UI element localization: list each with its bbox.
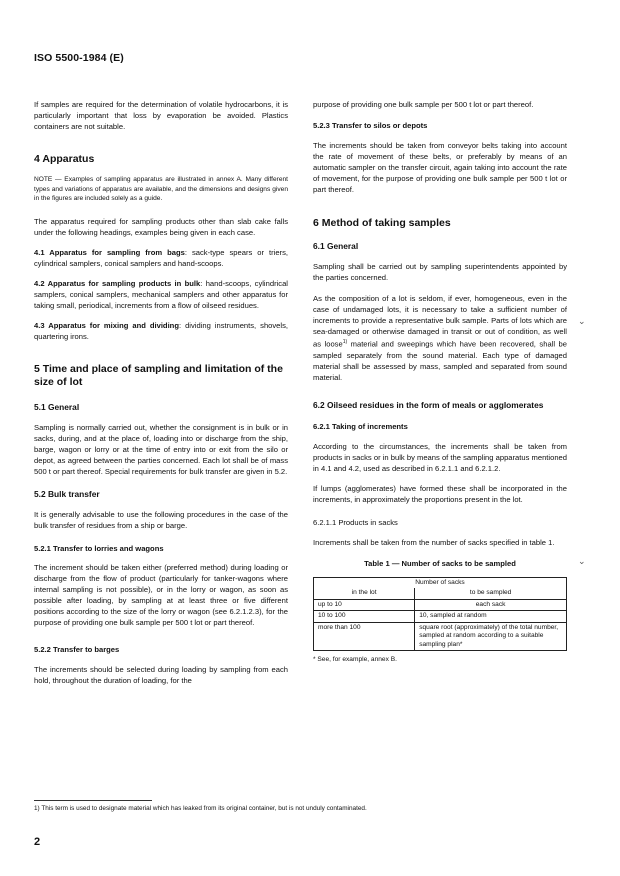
footnote: 1) This term is used to designate material which has leaked from its original container, but is not unduly contaminated. [34,805,367,812]
table-col-header-lot: in the lot [314,588,415,599]
right-column [313,99,567,665]
table-row [314,611,567,623]
section-6-2-1-text-1: According to the circumstances, the increments shall be taken from products in sacks or in bulk by means of the sampling apparatus mentioned in 4.1 and 4.2, used as described in 6.2.1.1 and 6.2.1.2. [313,441,567,473]
section-6-2-title: 6.2 Oilseed residues in the form of meals or agglomerates [313,399,544,410]
intro-paragraph: If samples are required for the determination of volatile hydrocarbons, it is particularly important that loss by evaporation be avoided. Plastics containers are not suitable. [34,100,288,131]
section-5-2-2-text: The increments should be selected during loading by sampling from each hold, throughout the duration of loading, for the [34,664,288,685]
section-4-2 [34,278,288,311]
section-4-1-head: 4.1 Apparatus for sampling from bags [34,247,185,257]
section-6-title: 6 Method of taking samples [313,217,451,229]
left-column [34,99,288,686]
section-4-1-text: : sack-type spears or triers, cylindrical samplers, conical samplers and hand-scoops. [34,247,288,268]
table-group-header: Number of sacks [314,577,567,588]
margin-mark-icon: ⌄ [578,316,586,326]
table-cell-lot: 10 to 100 [314,611,415,623]
section-5-2-1-title: 5.2.1 Transfer to lorries and wagons [34,543,164,553]
table-col-header-sampled: to be sampled [415,588,567,599]
table-1 [313,577,567,652]
section-5-1-title: 5.1 General [34,401,80,412]
table-cell-sampled: each sack [415,599,567,611]
section-4-1 [34,247,288,269]
table-cell-lot: more than 100 [314,622,415,651]
section-6-1-text-2b: material and sweepings which have been recovered, shall be sampled separately from the sound material. Each type of damaged material shall be assessed by mass, sampled and separated from sound material. [313,339,567,382]
table-cell-sampled: 10, sampled at random [415,611,567,623]
section-4-3-text: : dividing instruments, shovels, quartering irons. [34,320,288,341]
section-5-title: 5 Time and place of sampling and limitation of the size of lot [34,362,283,388]
section-6-1-text-2 [313,293,567,383]
section-5-2-2-title: 5.2.2 Transfer to barges [34,644,120,654]
document-header: ISO 5500-1984 (E) [34,52,124,64]
section-6-2-1-text-2: If lumps (agglomerates) have formed these shall be incorporated in the increments, in approximately the proportions present in the lot. [313,483,567,504]
section-5-1-text: Sampling is normally carried out, whether the consignment is in bulk or in sacks, during, and at the place of, loading into or discharge from the ship, barge, wagon or lorry or at the time of entry into or exit from the silo or depot, as agreed between the parties concerned. Each lot shall be of mass 500 t or part thereof. Special requirements for bulk transfer are given in 5.2. [34,422,288,476]
section-4-2-head: 4.2 Apparatus for sampling products in bulk [34,278,201,288]
section-5-2-1-text: The increment should be taken either (preferred method) during loading or discharge from the flow of product (particularly for tanker-wagons where internal sampling is not possible), or in the lorry or wagon, as soon as possible after loading, by sampling at at least three or five different positions according to the size of the lorry or wagon (see 6.2.1.2.3), for the purpose of providing one bulk sample per 500 t lot or part thereof. [34,562,288,627]
margin-mark-icon: ⌄ [578,556,586,566]
section-4-note: NOTE — Examples of sampling apparatus are illustrated in annex A. Many different types and variations of apparatus are available, and the dimensions and designs given in the figures are included solely as a guide. [34,176,288,202]
table-1-note: * See, for example, annex B. [313,656,397,664]
page-number: 2 [34,836,41,848]
section-4-text: The apparatus required for sampling products other than slab cake falls under the following headings, examples being given in each case. [34,216,288,237]
table-cell-sampled: square root (approximately) of the total number, sampled at random according to a suitable sampling plan* [415,622,567,651]
section-5-2-text: It is generally advisable to use the following procedures in the case of the bulk transfer of residues from a ship or barge. [34,509,288,530]
section-6-2-1-title: 6.2.1 Taking of increments [313,421,408,431]
section-4-2-text: : hand-scoops, cylindrical samplers, conical samplers, mechanical samplers and other apparatus for taking small, periodical, increments from a flow of oilseed residues. [34,278,288,310]
table-row [314,622,567,651]
section-4-title: 4 Apparatus [34,153,95,165]
section-6-2-1-1-title: 6.2.1.1 Products in sacks [313,517,398,527]
section-6-1-text-2a: As the composition of a lot is seldom, if ever, homogeneous, even in the case of undamaged lots, it is necessary to take a sufficient number of increments to provide a representative bulk sample. Parts of lots which are sea-damaged or otherwise damaged in transit or out of condition, as well as loose [313,294,567,349]
table-row [314,599,567,611]
section-4-3 [34,320,288,342]
section-6-1-title: 6.1 General [313,241,359,251]
table-1-caption: Table 1 — Number of sacks to be sampled [364,558,516,568]
table-cell-lot: up to 10 [314,599,415,611]
section-6-2-1-1-text: Increments shall be taken from the number of sacks specified in table 1. [313,537,555,547]
footnote-ref: 1) [342,339,348,345]
section-4-3-head: 4.3 Apparatus for mixing and dividing [34,320,179,330]
section-6-1-text-1: Sampling shall be carried out by sampling superintendents appointed by the parties concerned. [313,262,567,282]
section-5-2-3-title: 5.2.3 Transfer to silos or depots [313,121,428,130]
section-5-2-3-text: The increments should be taken from conveyor belts taking into account the rate of movement of these belts, or preferably by means of an automatic sampler on the transfer circuit, again taking into account the rate of movement, for the purpose of providing one bulk sample per 500 t lot or part thereof. [313,141,567,194]
footnote-divider [34,800,152,801]
section-5-2-title: 5.2 Bulk transfer [34,488,100,499]
continued-paragraph: purpose of providing one bulk sample per 500 t lot or part thereof. [313,100,534,109]
